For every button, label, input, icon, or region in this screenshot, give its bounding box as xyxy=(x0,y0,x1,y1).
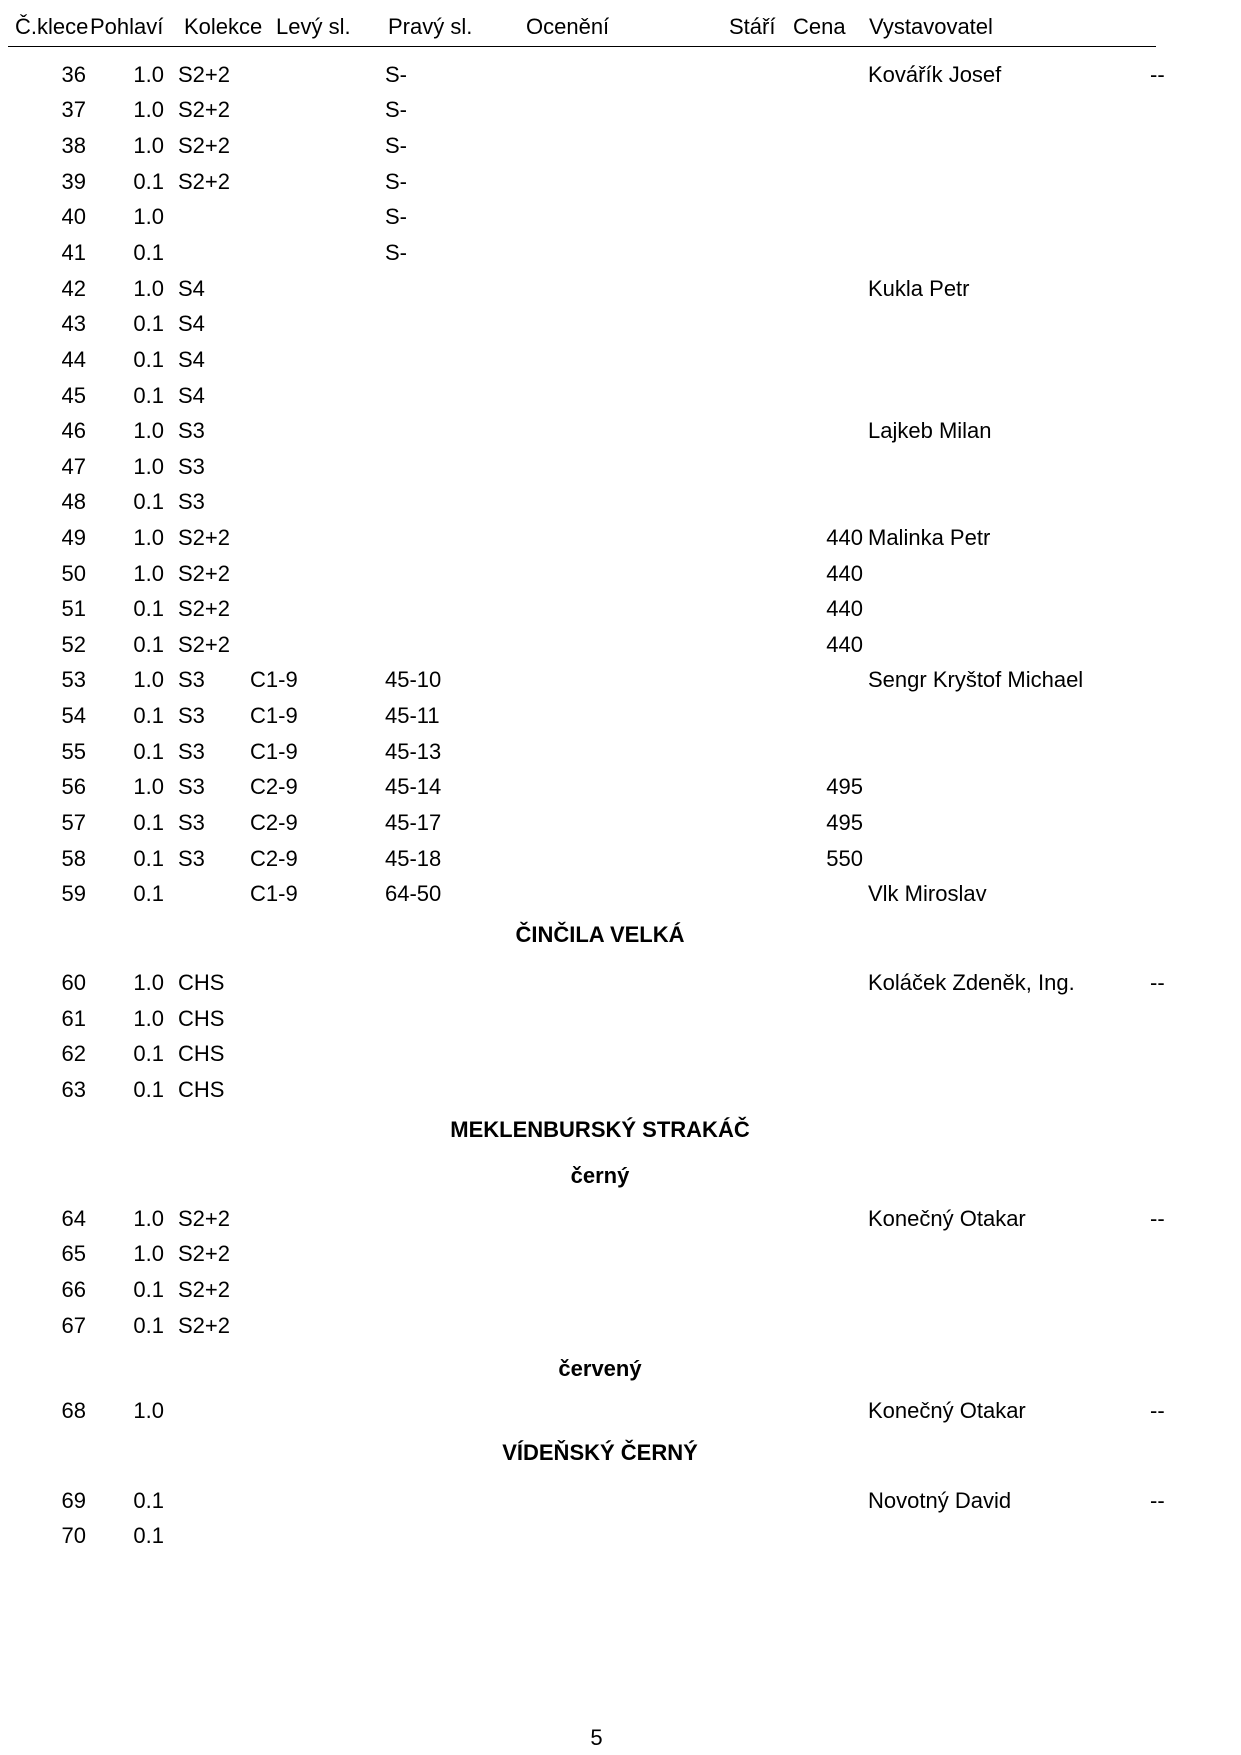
section-heading-cincila-velka: ČINČILA VELKÁ xyxy=(515,922,685,947)
collection: S2+2 xyxy=(178,1206,230,1231)
price: 495 xyxy=(826,774,863,799)
table-row xyxy=(0,596,1241,628)
cage-number: 36 xyxy=(61,62,86,87)
collection: S2+2 xyxy=(178,525,230,550)
left-ear: C2-9 xyxy=(250,774,298,799)
cage-number: 52 xyxy=(61,632,86,657)
cage-number: 59 xyxy=(61,881,86,906)
dash-marker: -- xyxy=(1150,62,1165,87)
cage-number: 40 xyxy=(61,204,86,229)
header-stari: Stáří xyxy=(729,14,776,39)
cage-number: 45 xyxy=(61,383,86,408)
header-cena: Cena xyxy=(793,14,846,39)
price: 440 xyxy=(826,596,863,621)
table-row xyxy=(0,276,1241,308)
exhibitor: Konečný Otakar xyxy=(868,1206,1026,1231)
collection: S2+2 xyxy=(178,1241,230,1266)
table-row xyxy=(0,418,1241,450)
cage-number: 55 xyxy=(61,739,86,764)
exhibitor: Koláček Zdeněk, Ing. xyxy=(868,970,1075,995)
cage-number: 68 xyxy=(61,1398,86,1423)
table-row xyxy=(0,240,1241,272)
cage-number: 65 xyxy=(61,1241,86,1266)
collection: S2+2 xyxy=(178,97,230,122)
table-row xyxy=(0,347,1241,379)
sex: 0.1 xyxy=(133,1277,164,1302)
collection: S3 xyxy=(178,703,205,728)
page-number: 5 xyxy=(590,1725,603,1750)
table-row xyxy=(0,1488,1241,1520)
sex: 0.1 xyxy=(133,881,164,906)
subsection-heading-cerny: černý xyxy=(570,1163,630,1188)
cage-number: 61 xyxy=(61,1006,86,1031)
collection: S2+2 xyxy=(178,1277,230,1302)
cage-number: 67 xyxy=(61,1313,86,1338)
sex: 1.0 xyxy=(133,97,164,122)
sex: 0.1 xyxy=(133,489,164,514)
sex: 1.0 xyxy=(133,1206,164,1231)
collection: S4 xyxy=(178,311,205,336)
table-row xyxy=(0,774,1241,806)
collection: S4 xyxy=(178,383,205,408)
collection: S2+2 xyxy=(178,169,230,194)
collection: S3 xyxy=(178,667,205,692)
right-ear: 45-17 xyxy=(385,810,442,835)
table-row xyxy=(0,1041,1241,1073)
collection: S3 xyxy=(178,489,205,514)
sex: 1.0 xyxy=(133,970,164,995)
sex: 0.1 xyxy=(133,169,164,194)
right-ear: 45-14 xyxy=(385,774,442,799)
sex: 1.0 xyxy=(133,1006,164,1031)
collection: S3 xyxy=(178,846,205,871)
sex: 1.0 xyxy=(133,454,164,479)
cage-number: 42 xyxy=(61,276,86,301)
left-ear: C1-9 xyxy=(250,881,298,906)
dash-marker: -- xyxy=(1150,1206,1165,1231)
table-row xyxy=(0,1523,1241,1555)
table-row xyxy=(0,561,1241,593)
dash-marker: -- xyxy=(1150,1398,1165,1423)
table-row xyxy=(0,169,1241,201)
table-row xyxy=(0,703,1241,735)
table-row xyxy=(0,881,1241,913)
collection: S3 xyxy=(178,454,205,479)
cage-number: 53 xyxy=(61,667,86,692)
sex: 1.0 xyxy=(133,561,164,586)
cage-number: 51 xyxy=(61,596,86,621)
sex: 0.1 xyxy=(133,1488,164,1513)
table-row xyxy=(0,810,1241,842)
table-row xyxy=(0,846,1241,878)
table-row xyxy=(0,311,1241,343)
cage-number: 38 xyxy=(61,133,86,158)
table-row xyxy=(0,1398,1241,1430)
section-heading-meklenbursky-strakac: MEKLENBURSKÝ STRAKÁČ xyxy=(450,1117,750,1142)
sex: 0.1 xyxy=(133,383,164,408)
table-row xyxy=(0,489,1241,521)
right-ear: 45-11 xyxy=(385,703,440,728)
cage-number: 63 xyxy=(61,1077,86,1102)
cage-number: 54 xyxy=(61,703,86,728)
table-row xyxy=(0,1277,1241,1309)
header-pohlavi: Pohlaví xyxy=(90,14,164,39)
right-ear: 45-10 xyxy=(385,667,442,692)
price: 440 xyxy=(826,561,863,586)
header-divider xyxy=(8,46,1156,47)
collection: S3 xyxy=(178,810,205,835)
table-row xyxy=(0,383,1241,415)
header-cislo-klece: Č.klece xyxy=(15,14,89,39)
sex: 1.0 xyxy=(133,204,164,229)
sex: 0.1 xyxy=(133,739,164,764)
collection: S2+2 xyxy=(178,62,230,87)
collection: S2+2 xyxy=(178,561,230,586)
sex: 1.0 xyxy=(133,1241,164,1266)
right-ear: S- xyxy=(385,204,407,229)
table-row xyxy=(0,204,1241,236)
table-row xyxy=(0,1006,1241,1038)
right-ear: S- xyxy=(385,97,407,122)
sex: 1.0 xyxy=(133,276,164,301)
cage-number: 57 xyxy=(61,810,86,835)
header-oceneni: Ocenění xyxy=(526,14,610,39)
table-row xyxy=(0,1313,1241,1345)
cage-number: 56 xyxy=(61,774,86,799)
right-ear: 45-13 xyxy=(385,739,442,764)
table-row xyxy=(0,667,1241,699)
table-row xyxy=(0,133,1241,165)
sex: 0.1 xyxy=(133,1041,164,1066)
sex: 1.0 xyxy=(133,62,164,87)
sex: 1.0 xyxy=(133,418,164,443)
table-row xyxy=(0,454,1241,486)
exhibitor: Kukla Petr xyxy=(868,276,970,301)
cage-number: 39 xyxy=(61,169,86,194)
collection: S3 xyxy=(178,418,205,443)
table-row xyxy=(0,739,1241,771)
collection: S2+2 xyxy=(178,1313,230,1338)
cage-number: 44 xyxy=(61,347,86,372)
section-heading-videnskycerny: VÍDEŇSKÝ ČERNÝ xyxy=(502,1440,698,1465)
sex: 1.0 xyxy=(133,774,164,799)
cage-number: 49 xyxy=(61,525,86,550)
sex: 0.1 xyxy=(133,596,164,621)
collection: S4 xyxy=(178,347,205,372)
exhibitor: Novotný David xyxy=(868,1488,1012,1513)
exhibitor: Malinka Petr xyxy=(868,525,991,550)
table-row xyxy=(0,97,1241,129)
header-levy-sl: Levý sl. xyxy=(276,14,351,39)
exhibitor: Sengr Kryštof Michael xyxy=(868,667,1084,692)
exhibitor: Kovářík Josef xyxy=(868,62,1002,87)
collection: S2+2 xyxy=(178,596,230,621)
price: 440 xyxy=(826,632,863,657)
left-ear: C2-9 xyxy=(250,810,298,835)
table-row xyxy=(0,632,1241,664)
right-ear: S- xyxy=(385,240,407,265)
sex: 0.1 xyxy=(133,846,164,871)
cage-number: 50 xyxy=(61,561,86,586)
right-ear: 64-50 xyxy=(385,881,442,906)
collection: CHS xyxy=(178,1077,225,1102)
header-vystavovatel: Vystavovatel xyxy=(869,14,993,39)
subsection-heading-cerveny: červený xyxy=(558,1356,642,1381)
price: 495 xyxy=(826,810,863,835)
right-ear: S- xyxy=(385,62,407,87)
table-row xyxy=(0,1077,1241,1109)
sex: 0.1 xyxy=(133,703,164,728)
cage-number: 41 xyxy=(61,240,86,265)
sex: 0.1 xyxy=(133,311,164,336)
sex: 0.1 xyxy=(133,1313,164,1338)
exhibitor: Vlk Miroslav xyxy=(868,881,987,906)
right-ear: S- xyxy=(385,133,407,158)
sex: 1.0 xyxy=(133,667,164,692)
cage-number: 47 xyxy=(61,454,86,479)
collection: CHS xyxy=(178,970,225,995)
table-row xyxy=(0,525,1241,557)
collection: CHS xyxy=(178,1006,225,1031)
sex: 1.0 xyxy=(133,525,164,550)
sex: 0.1 xyxy=(133,1523,164,1548)
cage-number: 64 xyxy=(61,1206,86,1231)
sex: 0.1 xyxy=(133,347,164,372)
sex: 1.0 xyxy=(133,1398,164,1423)
cage-number: 37 xyxy=(61,97,86,122)
collection: S4 xyxy=(178,276,205,301)
left-ear: C1-9 xyxy=(250,703,298,728)
collection: S3 xyxy=(178,774,205,799)
collection: CHS xyxy=(178,1041,225,1066)
cage-number: 62 xyxy=(61,1041,86,1066)
sex: 0.1 xyxy=(133,810,164,835)
left-ear: C1-9 xyxy=(250,667,298,692)
table-row xyxy=(0,1206,1241,1238)
left-ear: C1-9 xyxy=(250,739,298,764)
dash-marker: -- xyxy=(1150,1488,1165,1513)
collection: S2+2 xyxy=(178,133,230,158)
price: 550 xyxy=(826,846,863,871)
cage-number: 46 xyxy=(61,418,86,443)
header-pravy-sl: Pravý sl. xyxy=(388,14,473,39)
cage-number: 43 xyxy=(61,311,86,336)
right-ear: S- xyxy=(385,169,407,194)
table-row xyxy=(0,970,1241,1002)
sex: 0.1 xyxy=(133,240,164,265)
left-ear: C2-9 xyxy=(250,846,298,871)
price: 440 xyxy=(826,525,863,550)
exhibitor: Lajkeb Milan xyxy=(868,418,992,443)
table-row xyxy=(0,62,1241,94)
cage-number: 66 xyxy=(61,1277,86,1302)
cage-number: 58 xyxy=(61,846,86,871)
cage-number: 60 xyxy=(61,970,86,995)
cage-number: 70 xyxy=(61,1523,86,1548)
right-ear: 45-18 xyxy=(385,846,442,871)
exhibitor: Konečný Otakar xyxy=(868,1398,1026,1423)
collection: S3 xyxy=(178,739,205,764)
collection: S2+2 xyxy=(178,632,230,657)
sex: 0.1 xyxy=(133,632,164,657)
cage-number: 48 xyxy=(61,489,86,514)
dash-marker: -- xyxy=(1150,970,1165,995)
sex: 0.1 xyxy=(133,1077,164,1102)
table-row xyxy=(0,1241,1241,1273)
sex: 1.0 xyxy=(133,133,164,158)
cage-number: 69 xyxy=(61,1488,86,1513)
header-kolekce: Kolekce xyxy=(184,14,263,39)
